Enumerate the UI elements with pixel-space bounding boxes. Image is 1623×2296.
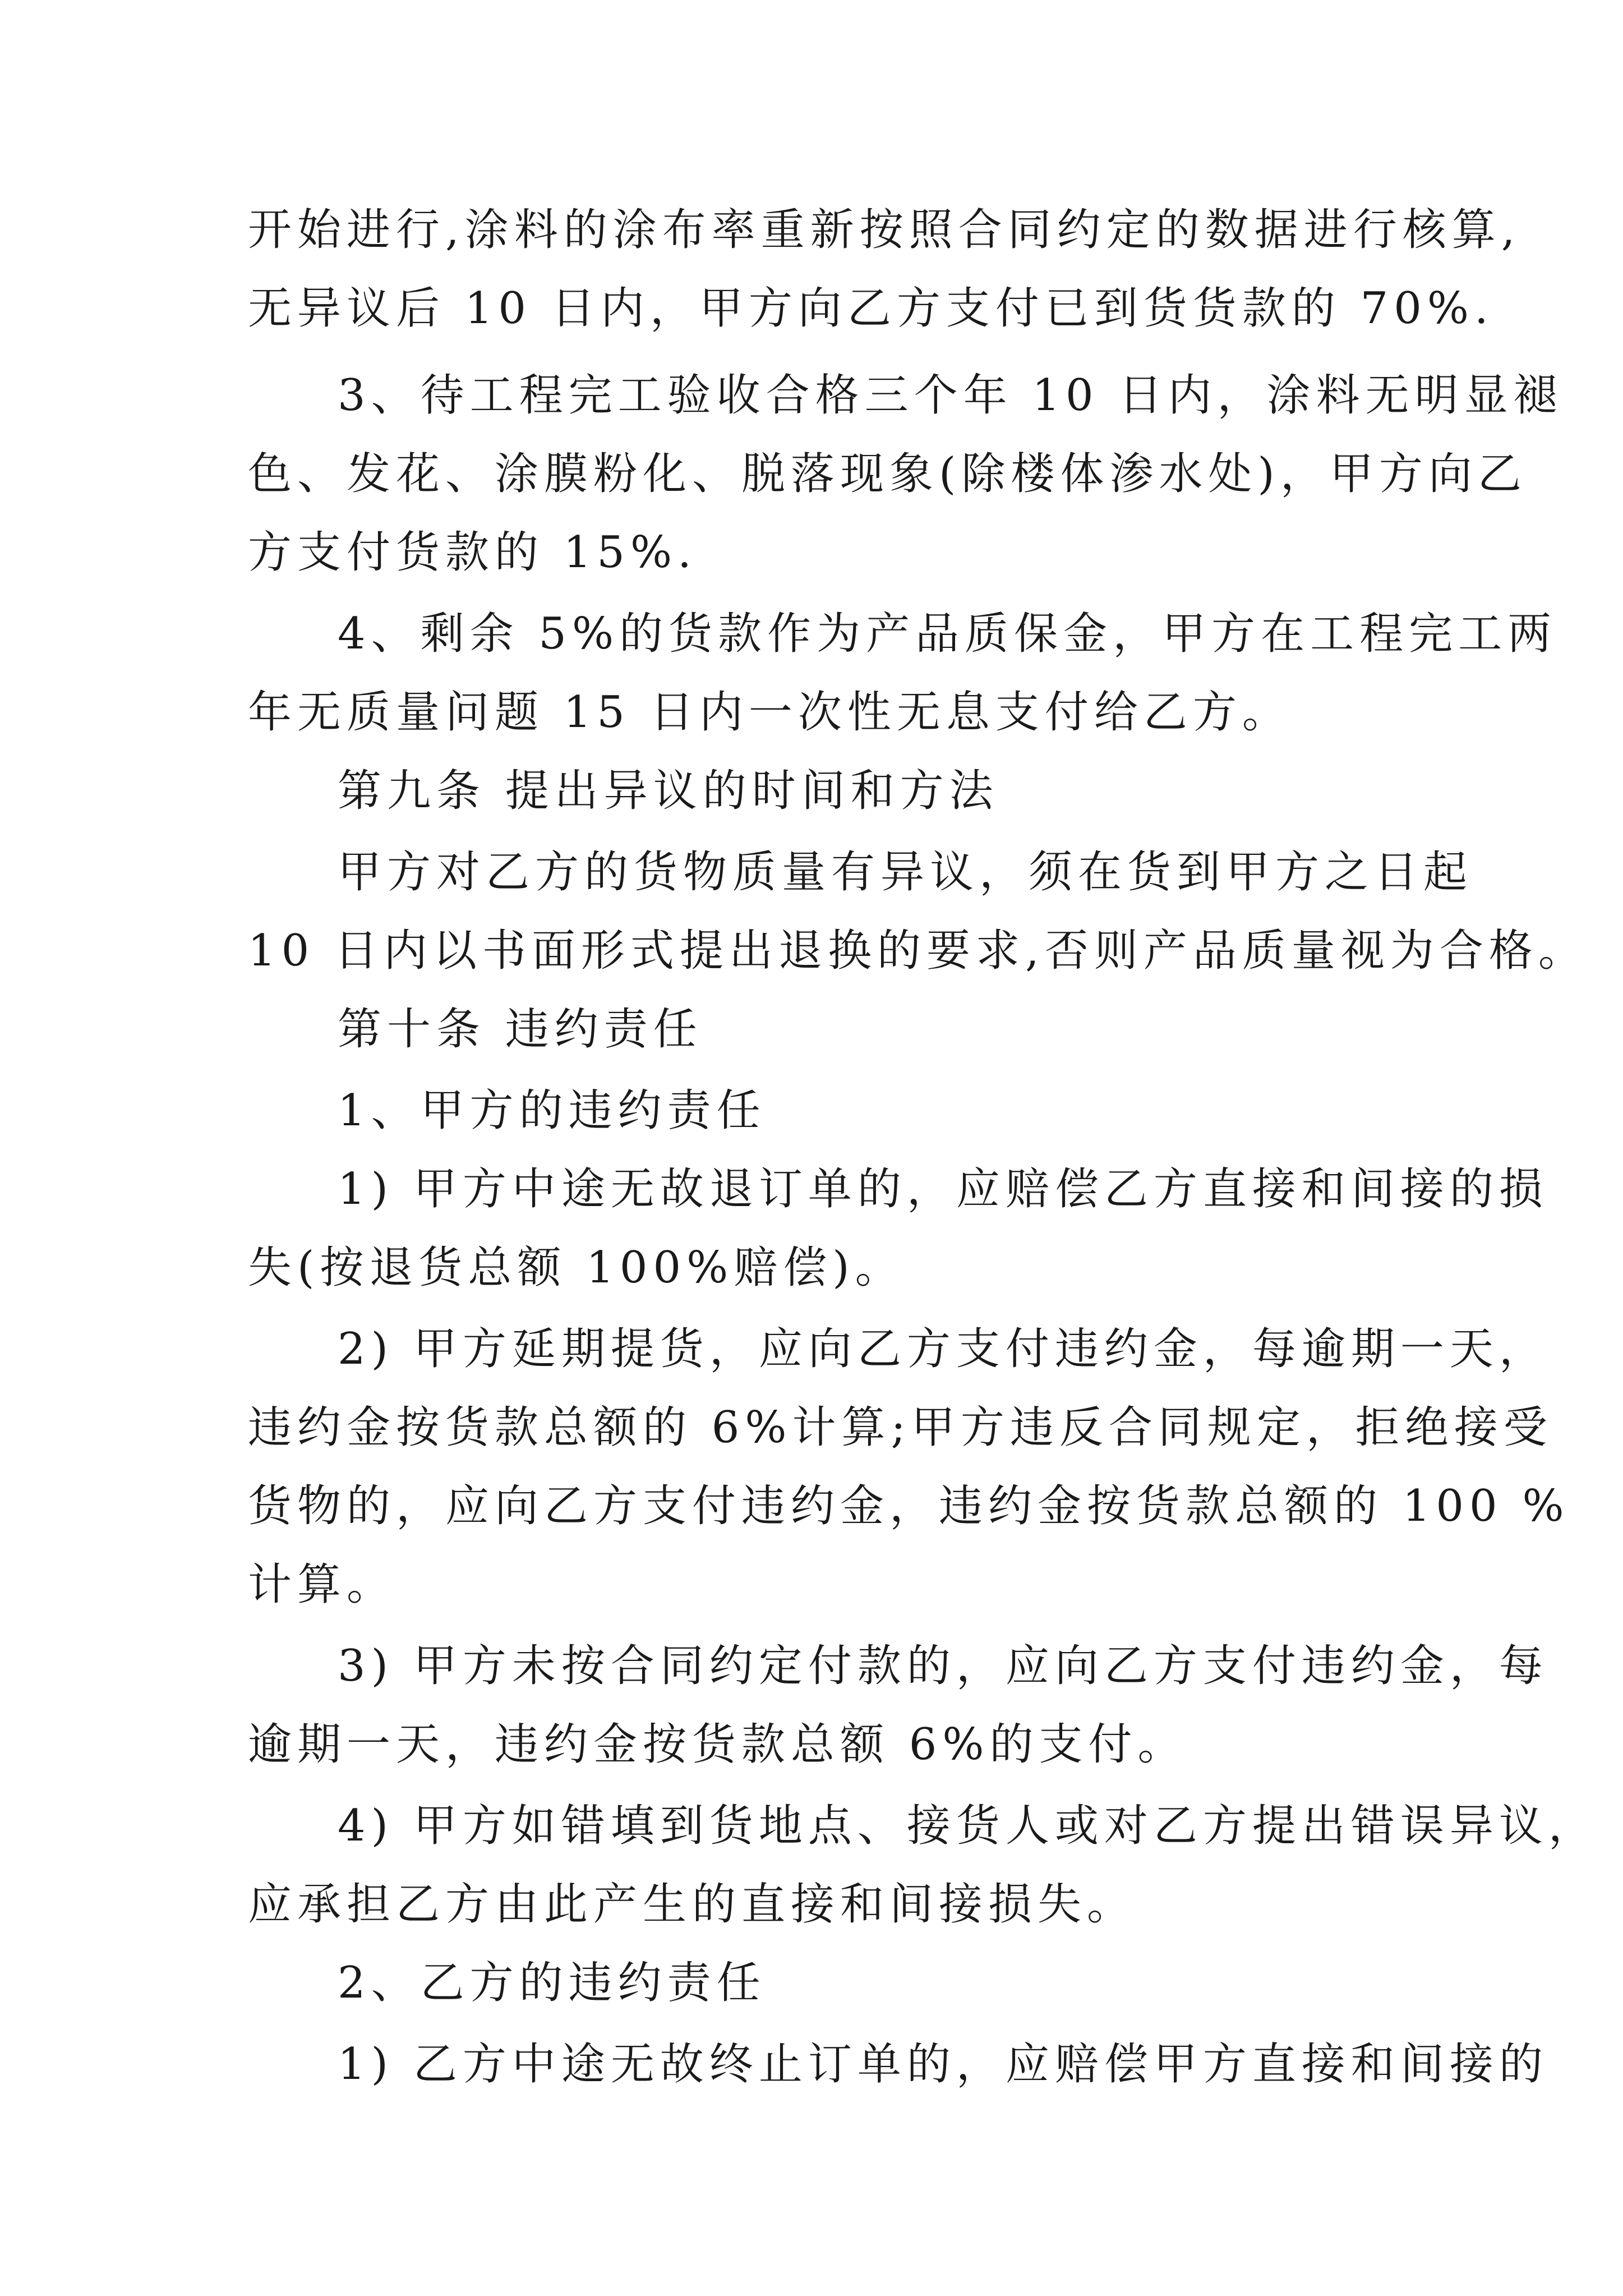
text-line: 计算。 <box>248 1559 396 1610</box>
text-line: 方支付货款的 15%. <box>248 527 697 578</box>
subsection-heading: 1、甲方的违约责任 <box>338 1085 766 1136</box>
text-line: 开始进行,涂料的涂布率重新按照合同约定的数据进行核算, <box>248 205 1521 255</box>
subsection-heading: 2、乙方的违约责任 <box>338 1958 766 2008</box>
text-line: 货物的，应向乙方支付违约金，违约金按货款总额的 100 % <box>248 1481 1570 1531</box>
text-line: 违约金按货款总额的 6%计算;甲方违反合同规定，拒绝接受 <box>248 1402 1553 1453</box>
text-line: 4) 甲方如错填到货地点、接货人或对乙方提出错误异议， <box>338 1801 1598 1851</box>
text-line: 4、剩余 5%的货款作为产品质保金，甲方在工程完工两 <box>338 609 1557 659</box>
section-heading: 第九条 提出异议的时间和方法 <box>338 766 999 816</box>
text-line: 无异议后 10 日内，甲方向乙方支付已到货货款的 70%. <box>248 283 1494 334</box>
text-line: 2) 甲方延期提货，应向乙方支付违约金，每逾期一天， <box>338 1324 1548 1374</box>
text-line: 失(按退货总额 100%赔偿)。 <box>248 1243 905 1293</box>
text-line: 1) 乙方中途无故终止订单的，应赔偿甲方直接和间接的 <box>338 2039 1548 2090</box>
text-line: 3、待工程完工验收合格三个年 10 日内，涂料无明显褪 <box>338 370 1563 421</box>
text-line: 甲方对乙方的货物质量有异议，须在货到甲方之日起 <box>338 847 1473 898</box>
text-line: 逾期一天，违约金按货款总额 6%的支付。 <box>248 1719 1187 1770</box>
text-line: 色、发花、涂膜粉化、脱落现象(除楼体渗水处)，甲方向乙 <box>248 449 1527 499</box>
text-line: 应承担乙方由此产生的直接和间接损失。 <box>248 1879 1137 1930</box>
text-line: 年无质量问题 15 日内一次性无息支付给乙方。 <box>248 687 1292 738</box>
text-line: 3) 甲方未按合同约定付款的，应向乙方支付违约金，每 <box>338 1641 1548 1691</box>
section-heading: 第十条 违约责任 <box>338 1004 703 1055</box>
text-line: 10 日内以书面形式提出退换的要求,否则产品质量视为合格。 <box>248 926 1588 976</box>
text-line: 1) 甲方中途无故退订单的，应赔偿乙方直接和间接的损 <box>338 1164 1548 1214</box>
